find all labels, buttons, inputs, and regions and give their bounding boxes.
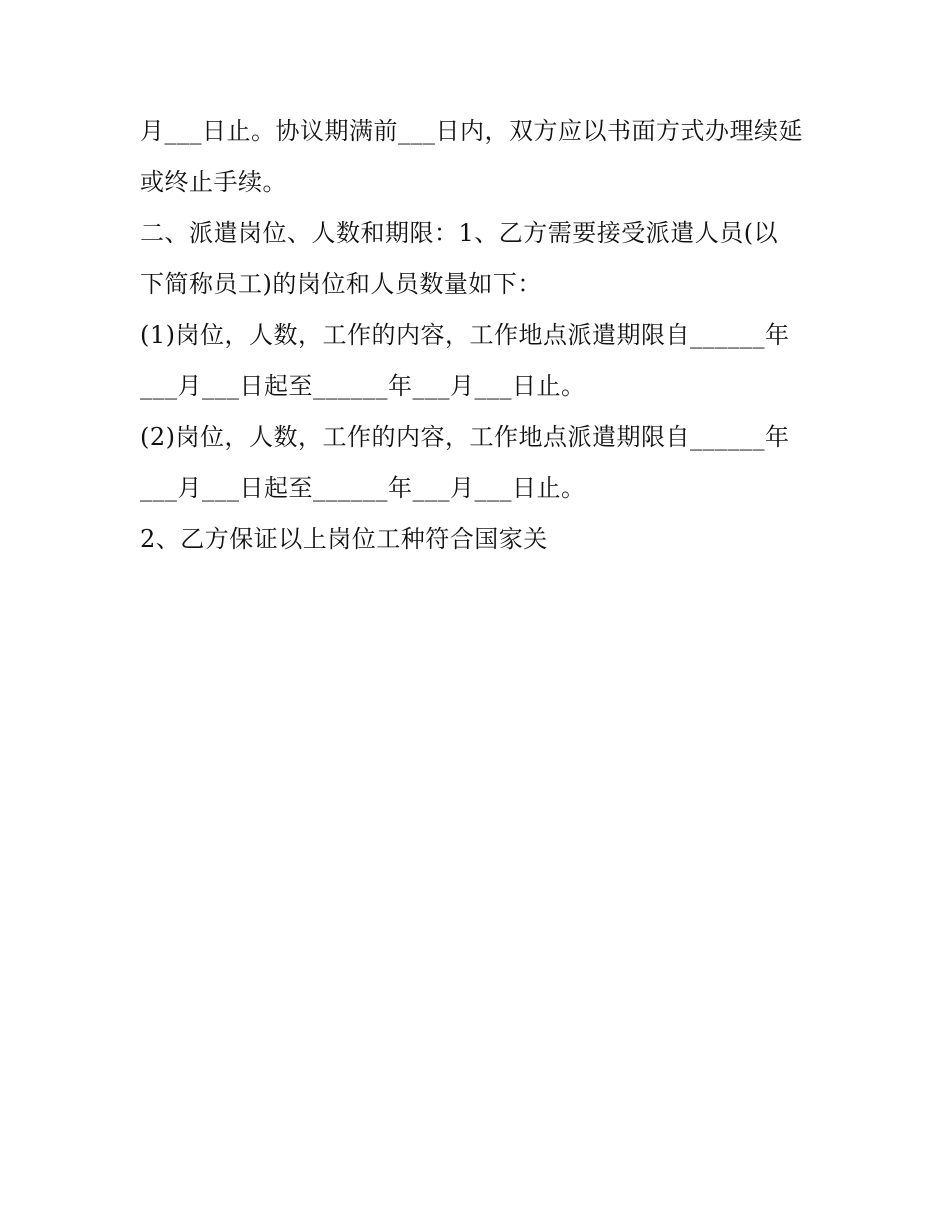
text-line: (1)岗位，人数，工作的内容，工作地点派遣期限自______年 bbox=[140, 321, 790, 349]
text-line: 月___日止。协议期满前___日内，双方应以书面方式办理续延 bbox=[140, 117, 803, 145]
document-body bbox=[140, 106, 820, 565]
text-line: 二、派遣岗位、人数和期限：1、乙方需要接受派遣人员(以 bbox=[140, 219, 779, 247]
text-line: 下简称员工)的岗位和人员数量如下： bbox=[140, 270, 542, 298]
text-line: (2)岗位，人数，工作的内容，工作地点派遣期限自______年 bbox=[140, 423, 790, 451]
text-line: 2、乙方保证以上岗位工种符合国家关 bbox=[140, 525, 548, 553]
text-line: ___月___日起至______年___月___日止。 bbox=[140, 372, 586, 400]
text-line: 或终止手续。 bbox=[140, 168, 287, 196]
text-line: ___月___日起至______年___月___日止。 bbox=[140, 474, 586, 502]
